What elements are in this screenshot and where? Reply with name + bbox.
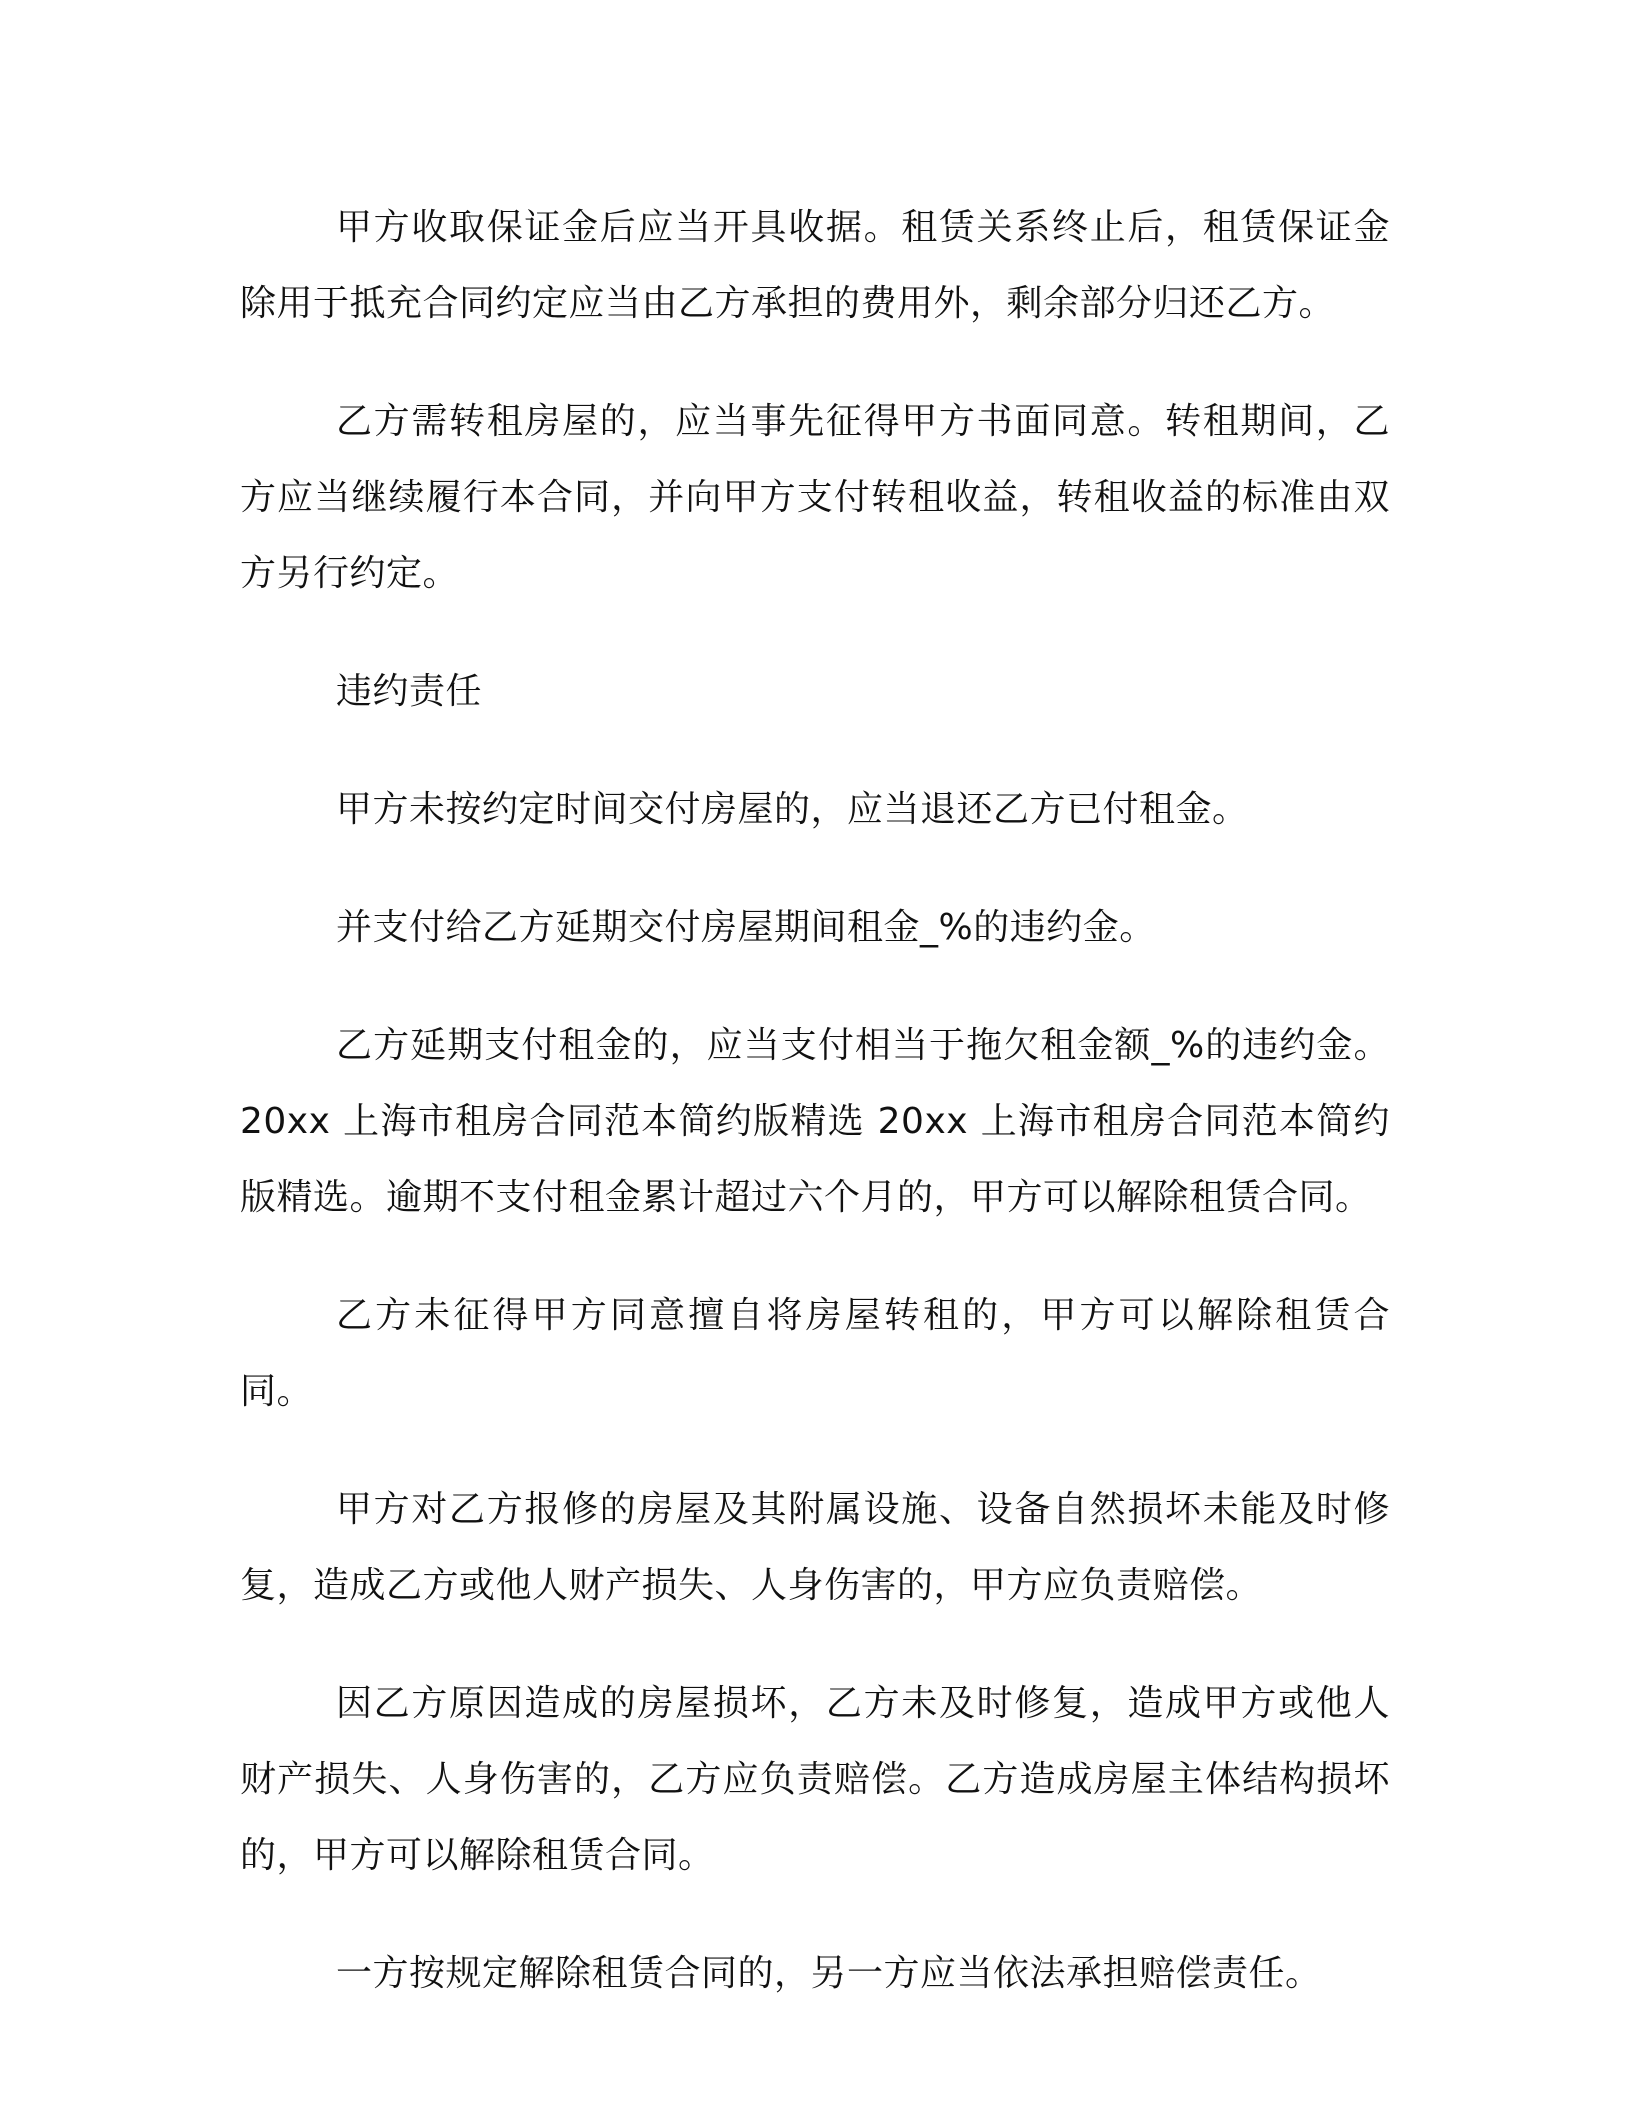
paragraph-landlord-repair: 甲方对乙方报修的房屋及其附属设施、设备自然损坏未能及时修复，造成乙方或他人财产损失、人身伤害的，甲方应负责赔偿。 xyxy=(240,1489,1390,1606)
paragraph-unauthorized-sublease: 乙方未征得甲方同意擅自将房屋转租的，甲方可以解除租赁合同。 xyxy=(240,1295,1390,1412)
section-heading-breach: 违约责任 xyxy=(336,671,483,712)
paragraph-tenant-damage: 因乙方原因造成的房屋损坏，乙方未及时修复，造成甲方或他人财产损失、人身伤害的，乙方应负责赔偿。乙方造成房屋主体结构损坏的，甲方可以解除租赁合同。 xyxy=(240,1683,1390,1876)
paragraph-late-delivery-penalty: 并支付给乙方延期交付房屋期间租金_%的违约金。 xyxy=(336,907,1156,948)
paragraph-deposit-receipt: 甲方收取保证金后应当开具收据。租赁关系终止后，租赁保证金除用于抵充合同约定应当由乙方承担的费用外，剩余部分归还乙方。 xyxy=(240,207,1390,324)
paragraph-sublease: 乙方需转租房屋的，应当事先征得甲方书面同意。转租期间，乙方应当继续履行本合同，并向甲方支付转租收益，转租收益的标准由双方另行约定。 xyxy=(240,401,1390,594)
paragraph-termination-liability: 一方按规定解除租赁合同的，另一方应当依法承担赔偿责任。 xyxy=(336,1953,1322,1994)
document-page xyxy=(240,190,1390,2054)
paragraph-late-rent: 乙方延期支付租金的，应当支付相当于拖欠租金额_%的违约金。20xx 上海市租房合同范本简约版精选 20xx 上海市租房合同范本简约版精选。逾期不支付租金累计超过六个月的，甲方可以解除租赁合同。 xyxy=(240,1025,1390,1218)
paragraph-late-delivery: 甲方未按约定时间交付房屋的，应当退还乙方已付租金。 xyxy=(336,789,1249,830)
